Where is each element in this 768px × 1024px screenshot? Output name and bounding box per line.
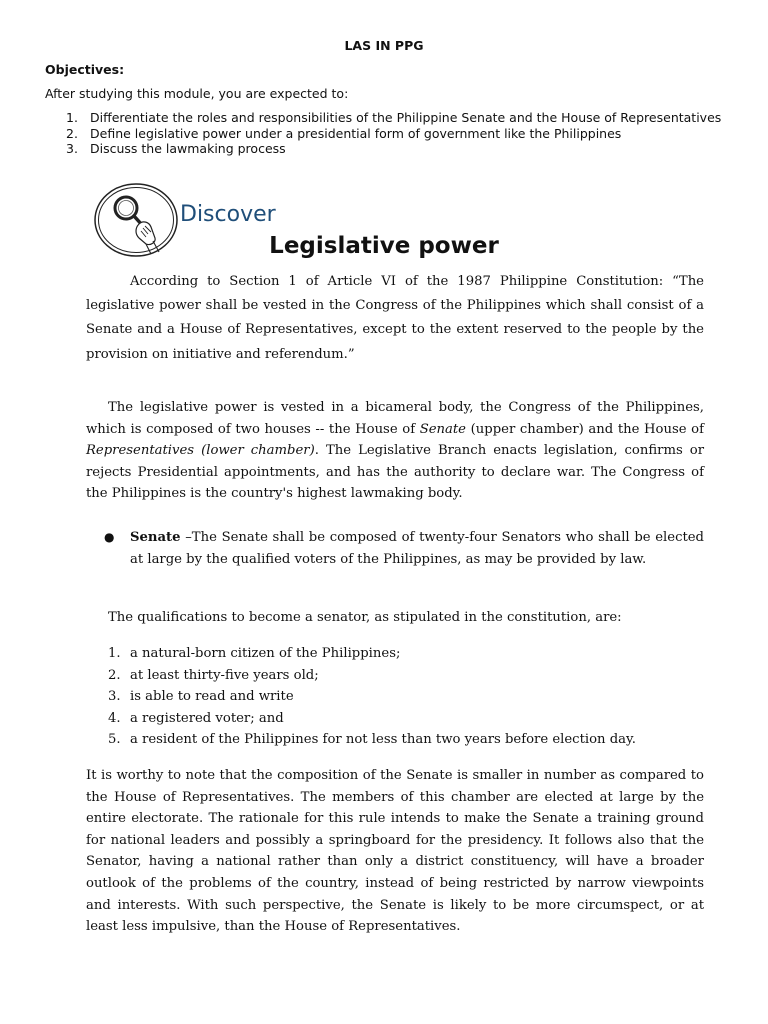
paragraph-text: (upper chamber) and the House of	[466, 421, 704, 437]
list-item	[66, 126, 726, 142]
qualification-text: a natural-born citizen of the Philippines;	[130, 646, 401, 661]
paragraph-bicameral	[86, 397, 704, 505]
bullet-icon: ●	[104, 530, 115, 544]
list-item	[66, 141, 726, 157]
qualifications-intro: The qualifications to become a senator, as stipulated in the constitution, are:	[108, 610, 622, 625]
bullet-description: –The Senate shall be composed of twenty-four Senators who shall be elected at large by the qualified voters of the Philippines, as may be provided by law.	[130, 530, 704, 567]
emphasis-representatives: Representatives (lower chamber)	[86, 443, 315, 459]
list-number: 3.	[66, 141, 78, 156]
objective-text: Discuss the lawmaking process	[90, 141, 286, 156]
objectives-list	[66, 110, 726, 157]
qualification-text: is able to read and write	[130, 689, 294, 705]
objectives-heading: Objectives:	[45, 62, 125, 77]
paragraph-text: . The Legislative Branch enacts legislation, confirms or rejects Presidential appointments, and has the authority to declare war. The Congress of the Philippines is the country's highest lawmaking body.	[86, 443, 705, 502]
list-item	[108, 686, 728, 708]
list-item	[66, 110, 726, 126]
paragraph-text: The legislative power is vested in a bicameral body, the Congress of the Philippines, which is composed of two houses -- the House of	[86, 400, 704, 437]
qualifications-list	[108, 643, 728, 751]
list-number: 3.	[108, 689, 121, 705]
paragraph-senate-composition: It is worthy to note that the composition of the Senate is smaller in number as compared to the House of Representatives. The members of this chamber are elected at large by the entire electorate. The rationale for this rule intends to make the Senate a training ground for national leaders and possibly a springboard for the presidency. It follows also that the Senator, having a national rather than only a district constituency, will have a broader outlook of the problems of the country, instead of being restricted by narrow viewpoints and interests. With such perspective, the Senate is likely to be more circumspect, or at least less impulsive, than the House of Representatives.	[86, 768, 704, 935]
list-number: 2.	[66, 125, 78, 141]
list-item	[108, 643, 728, 665]
objective-text: Define legislative power under a presidential form of government like the Philippines	[90, 125, 622, 141]
list-number: 1.	[108, 646, 121, 661]
section-title: Legislative power	[269, 233, 499, 259]
objective-text: Differentiate the roles and responsibilities of the Philippine Senate and the House of Representatives	[90, 110, 722, 125]
list-item	[108, 729, 728, 751]
list-item	[108, 708, 728, 730]
paragraph-constitution: According to Section 1 of Article VI of the 1987 Philippine Constitution: “The legislative power shall be vested in the Congress of the Philippines which shall consist of a Senate and a House of Representatives, except to the extent reserved to the people by the provision on initiative and referendum.”	[86, 274, 704, 362]
discover-heading: Discover	[180, 202, 276, 227]
bullet-term: Senate	[130, 530, 181, 545]
list-number: 2.	[108, 667, 121, 683]
senate-bullet	[104, 527, 704, 570]
list-number: 1.	[66, 110, 78, 125]
bullet-text	[130, 527, 704, 570]
qualification-text: a registered voter; and	[130, 710, 284, 726]
list-number: 4.	[108, 710, 121, 726]
document-title: LAS IN PPG	[344, 38, 424, 53]
qualification-text: at least thirty-five years old;	[130, 667, 319, 683]
emphasis-senate: Senate	[419, 421, 466, 437]
list-item	[108, 665, 728, 687]
list-number: 5.	[108, 732, 121, 748]
objectives-intro: After studying this module, you are expected to:	[45, 86, 349, 101]
qualification-text: a resident of the Philippines for not less than two years before election day.	[130, 732, 636, 748]
